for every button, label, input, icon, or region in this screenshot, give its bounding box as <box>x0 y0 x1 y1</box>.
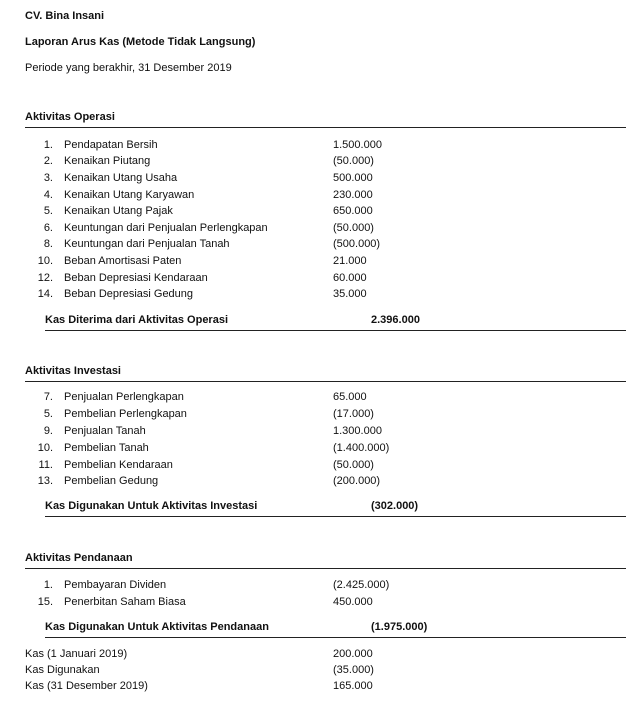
item-number: 6. <box>43 222 53 234</box>
item-value: (200.000) <box>333 475 381 487</box>
item-value: 650.000 <box>333 205 373 217</box>
item-label: Penjualan Tanah <box>64 425 146 437</box>
item-number: 3. <box>43 172 53 184</box>
item-label: Kenaikan Utang Pajak <box>64 205 173 217</box>
total-value-investing: (302.000) <box>371 500 419 512</box>
item-number: 1. <box>43 139 53 151</box>
item-value: 450.000 <box>333 596 373 608</box>
item-value: (500.000) <box>333 238 381 250</box>
total-divider <box>45 637 626 638</box>
item-number: 5. <box>43 205 53 217</box>
item-label: Penjualan Perlengkapan <box>64 391 184 403</box>
item-value: 21.000 <box>333 255 367 267</box>
total-divider <box>45 330 626 331</box>
section-divider <box>25 568 626 569</box>
item-value: (17.000) <box>333 408 374 420</box>
item-value: 230.000 <box>333 189 373 201</box>
summary-label: Kas (31 Desember 2019) <box>25 680 148 692</box>
report-title: Laporan Arus Kas (Metode Tidak Langsung) <box>25 36 256 48</box>
item-value: (50.000) <box>333 155 374 167</box>
section-divider <box>25 127 626 128</box>
item-number: 10. <box>37 255 53 267</box>
item-label: Kenaikan Utang Usaha <box>64 172 178 184</box>
total-label-operating: Kas Diterima dari Aktivitas Operasi <box>45 314 229 326</box>
item-number: 9. <box>43 425 53 437</box>
summary-value: (35.000) <box>333 664 374 676</box>
item-label: Pembelian Perlengkapan <box>64 408 187 420</box>
item-label: Pembelian Gedung <box>64 475 159 487</box>
item-label: Beban Depresiasi Gedung <box>64 288 194 300</box>
total-label-investing: Kas Digunakan Untuk Aktivitas Investasi <box>45 500 258 512</box>
item-number: 11. <box>38 459 53 471</box>
item-number: 2. <box>43 155 53 167</box>
total-value-financing: (1.975.000) <box>371 621 428 633</box>
total-label-financing: Kas Digunakan Untuk Aktivitas Pendanaan <box>45 621 269 633</box>
item-label: Pembelian Kendaraan <box>64 459 173 471</box>
total-divider <box>45 516 626 517</box>
item-label: Pendapatan Bersih <box>64 139 158 151</box>
item-label: Keuntungan dari Penjualan Tanah <box>64 238 230 250</box>
item-value: 1.500.000 <box>333 139 382 151</box>
item-label: Keuntungan dari Penjualan Perlengkapan <box>64 222 268 234</box>
summary-value: 200.000 <box>333 648 373 660</box>
item-value: 60.000 <box>333 272 367 284</box>
section-heading-investing: Aktivitas Investasi <box>25 365 121 377</box>
item-value: (50.000) <box>333 222 374 234</box>
item-label: Kenaikan Utang Karyawan <box>64 189 195 201</box>
item-number: 4. <box>43 189 53 201</box>
item-value: 1.300.000 <box>333 425 382 437</box>
summary-label: Kas (1 Januari 2019) <box>25 648 128 660</box>
total-value-operating: 2.396.000 <box>371 314 420 326</box>
item-value: 35.000 <box>333 288 367 300</box>
item-label: Beban Amortisasi Paten <box>64 255 182 267</box>
summary-value: 165.000 <box>333 680 373 692</box>
item-value: 65.000 <box>333 391 367 403</box>
item-label: Kenaikan Piutang <box>64 155 151 167</box>
item-number: 14. <box>37 288 53 300</box>
item-number: 8. <box>43 238 53 250</box>
section-heading-financing: Aktivitas Pendanaan <box>25 552 133 564</box>
item-value: (1.400.000) <box>333 442 390 454</box>
item-number: 7. <box>43 391 53 403</box>
item-label: Pembelian Tanah <box>64 442 149 454</box>
item-number: 12. <box>37 272 53 284</box>
item-value: (2.425.000) <box>333 579 390 591</box>
section-heading-operating: Aktivitas Operasi <box>25 111 115 123</box>
item-number: 15. <box>37 596 53 608</box>
company-name: CV. Bina Insani <box>25 10 105 22</box>
item-number: 5. <box>43 408 53 420</box>
item-number: 13. <box>37 475 53 487</box>
item-value: 500.000 <box>333 172 373 184</box>
item-value: (50.000) <box>333 459 374 471</box>
item-number: 1. <box>43 579 53 591</box>
item-label: Beban Depresiasi Kendaraan <box>64 272 208 284</box>
section-divider <box>25 381 626 382</box>
report-period: Periode yang berakhir, 31 Desember 2019 <box>25 62 232 74</box>
summary-label: Kas Digunakan <box>25 664 100 676</box>
item-label: Pembayaran Dividen <box>64 579 167 591</box>
item-label: Penerbitan Saham Biasa <box>64 596 186 608</box>
item-number: 10. <box>37 442 53 454</box>
